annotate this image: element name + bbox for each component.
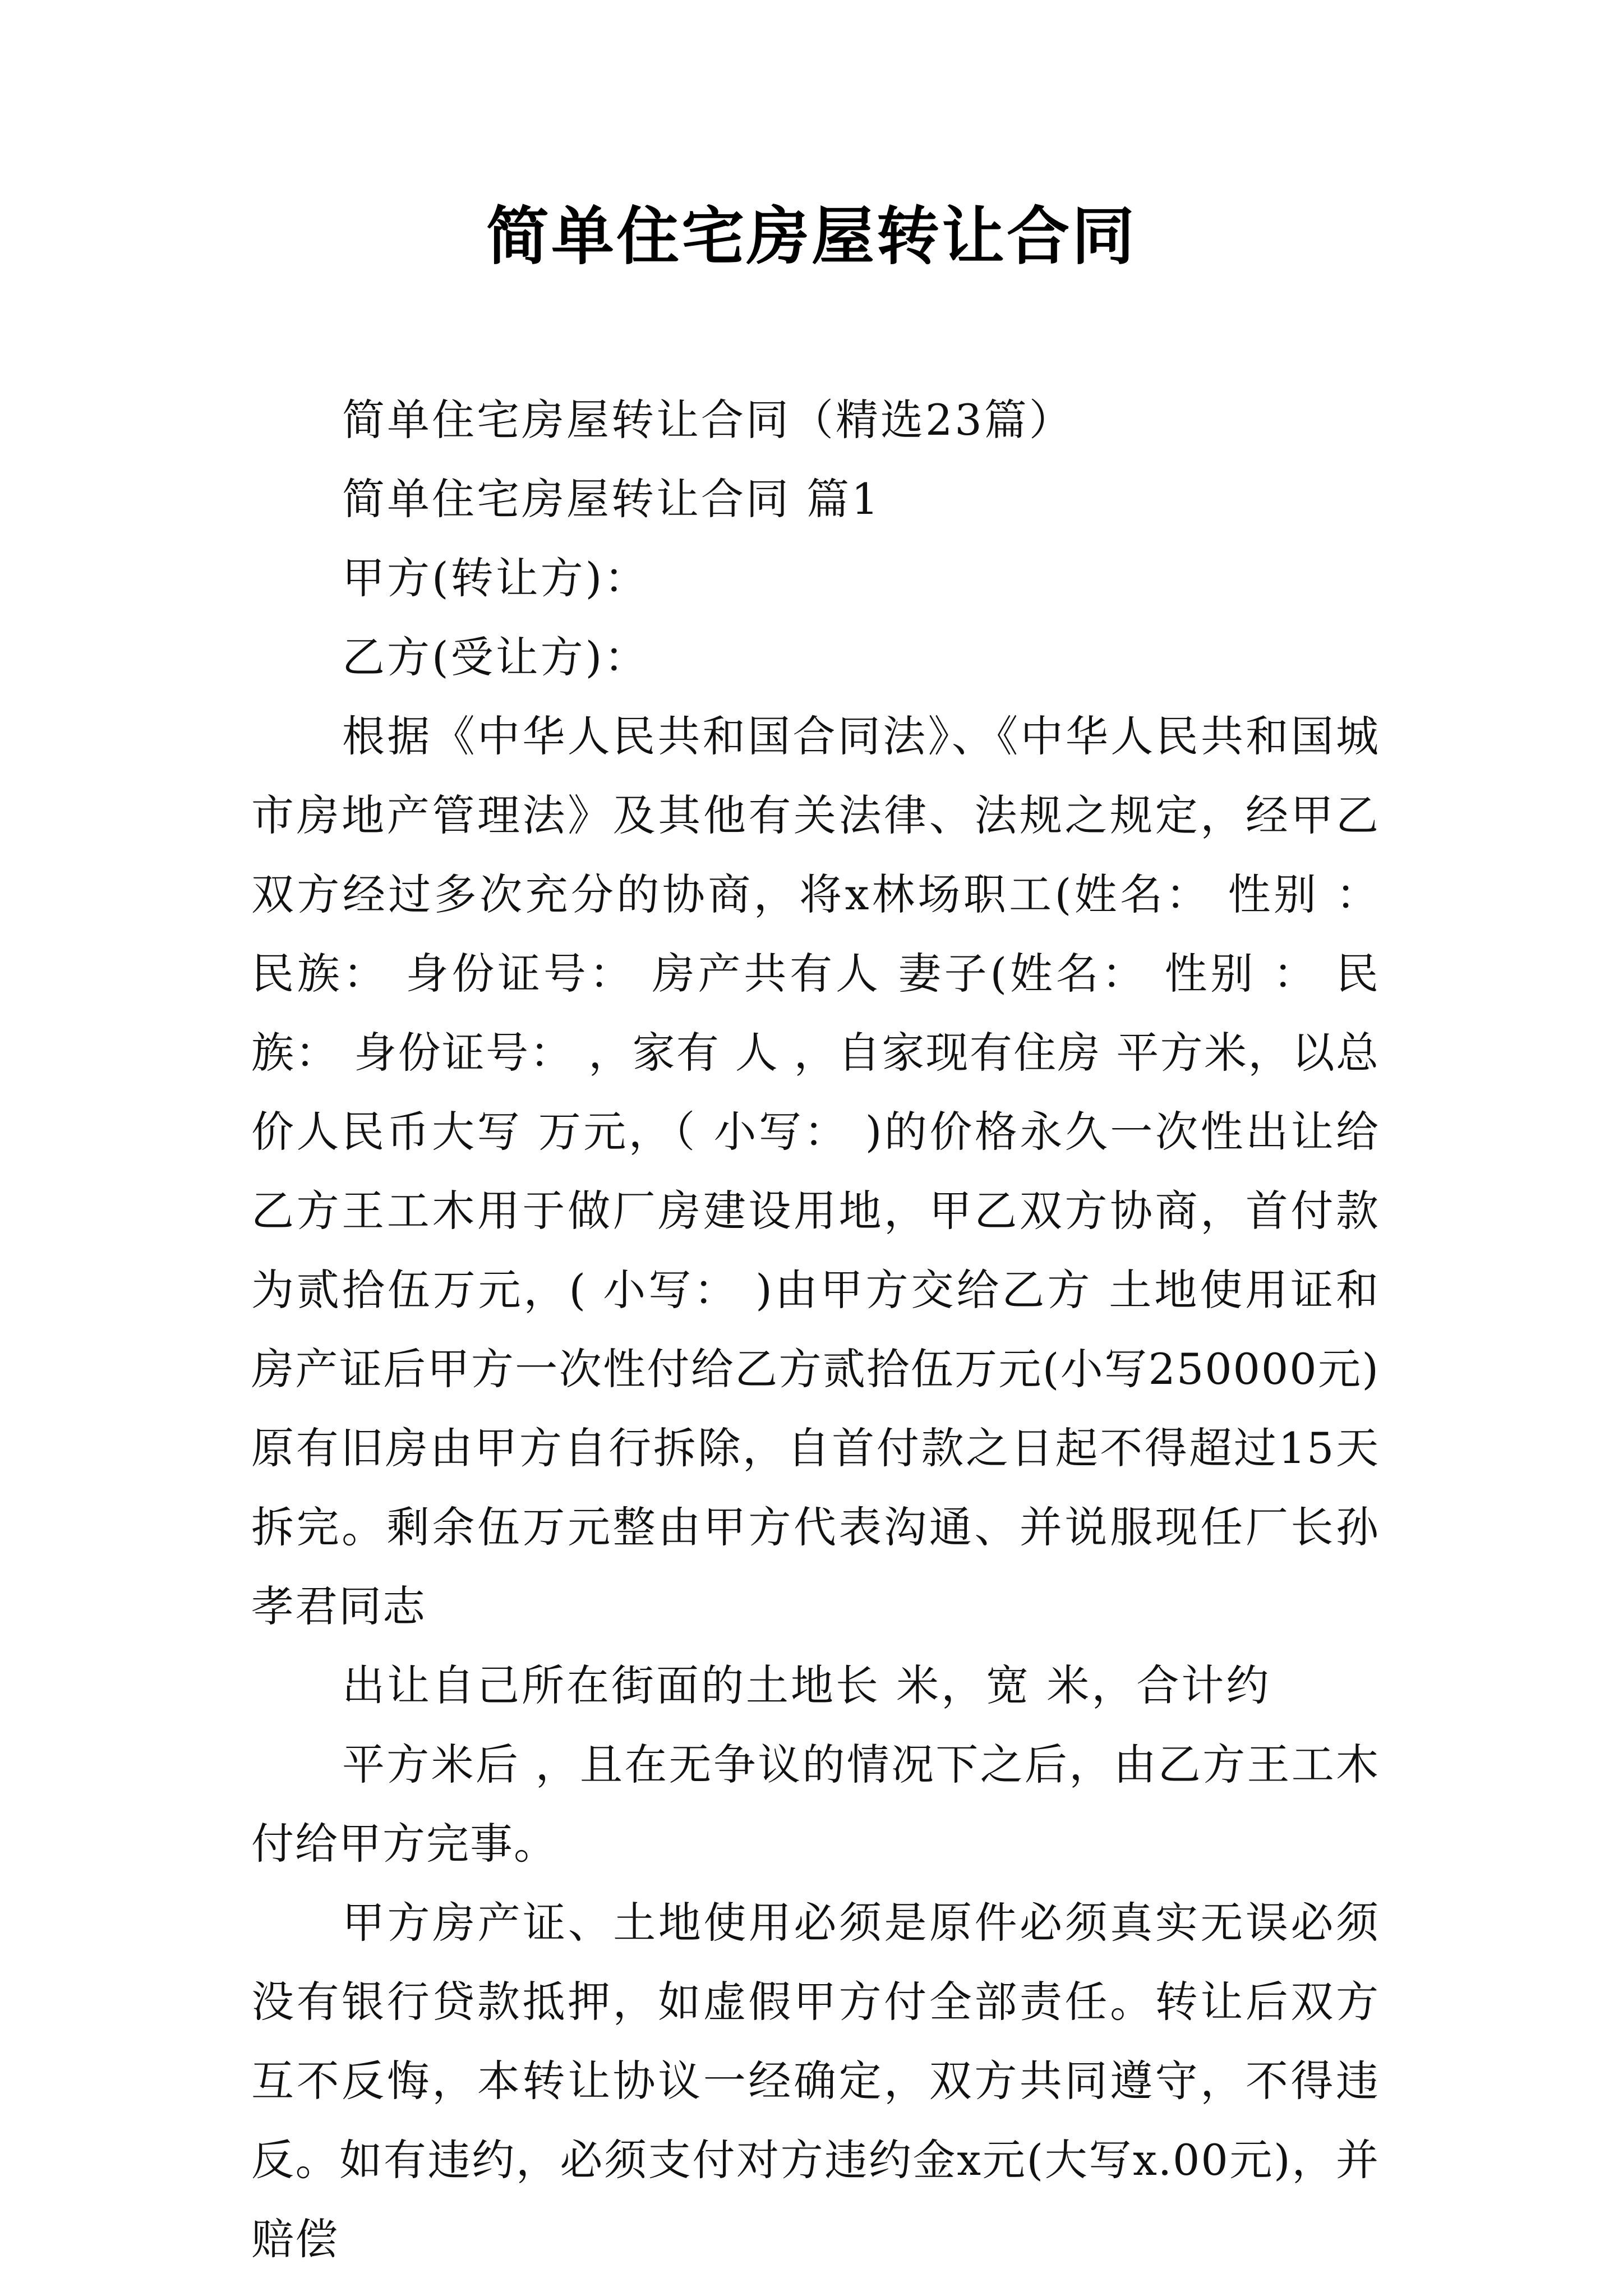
paragraph-legal-basis: 根据《中华人民共和国合同法》、《中华人民共和国城市房地产管理法》及其他有关法律、法规之规定，经甲乙双方经过多次充分的协商，将x林场职工(姓名： 性别 ： 民族： 身份证号： 房产共有人 妻子(姓名： 性别 ： 民族： 身份证号： ，家有 人 ，自家现有住房 平方米，以总价人民币大写 万元，（ 小写： )的价格永久一次性出让给乙方王工木用于做厂房建设用地，甲乙双方协商，首付款为贰拾伍万元，( 小写： )由甲方交给乙方 土地使用证和房产证后甲方一次性付给乙方贰拾伍万元(小写250000元)原有旧房由甲方自行拆除，自首付款之日起不得超过15天拆完。剩余伍万元整由甲方代表沟通、并说服现任厂长孙孝君同志: [251, 711, 1380, 1631]
paragraph-party-a: 甲方(转让方)：: [342, 553, 649, 603]
document-body: [251, 380, 1380, 2279]
paragraph-payment-completion: 平方米后 ，且在无争议的情况下之后，由乙方王工木付给甲方完事。: [251, 1740, 1380, 1869]
paragraph-guarantees: 甲方房产证、土地使用必须是原件必须真实无误必须没有银行贷款抵押，如虚假甲方付全部责任。转让后双方互不反悔，本转让协议一经确定，双方共同遵守，不得违反。如有违约，必须支付对方违约金x元(大写x.00元)，并赔偿: [251, 1898, 1380, 2264]
paragraph-subtitle: 简单住宅房屋转让合同（精选23篇）: [342, 395, 1074, 445]
paragraph-party-b: 乙方(受让方)：: [342, 632, 649, 682]
paragraph-land-size: 出让自己所在街面的土地长 米，宽 米，合计约: [342, 1660, 1271, 1710]
paragraph-section-heading: 简单住宅房屋转让合同 篇1: [342, 474, 881, 524]
document-title: 简单住宅房屋转让合同: [486, 200, 1137, 273]
